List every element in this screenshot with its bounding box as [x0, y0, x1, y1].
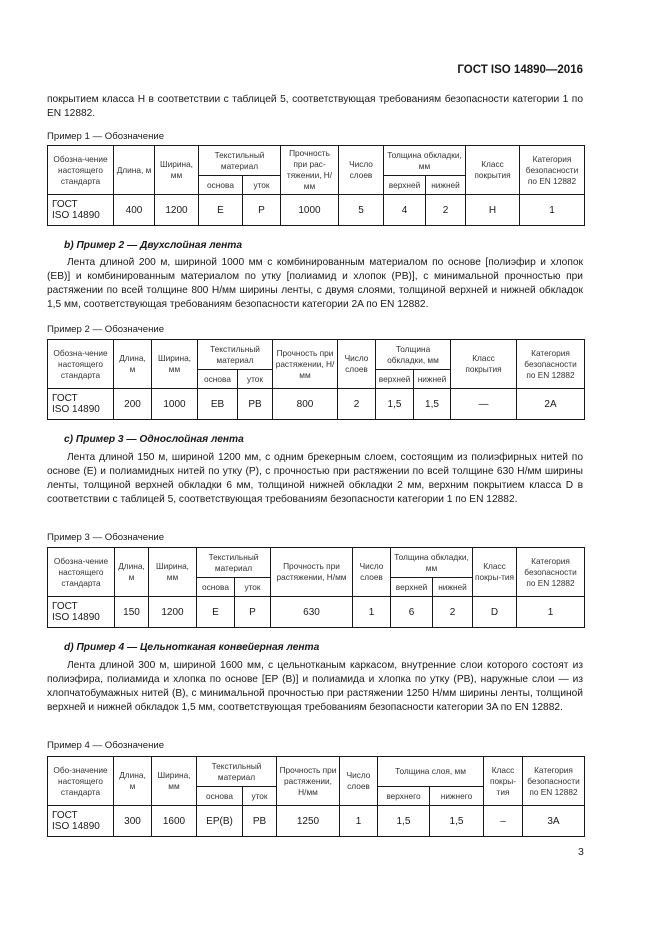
- cell-warp: EB: [198, 389, 238, 420]
- header-width: Ширина, мм: [155, 146, 199, 195]
- example-3-subhead: c) Пример 3 — Однослойная лента: [64, 434, 244, 445]
- cell-width: 1000: [152, 389, 198, 420]
- header-width: Ширина, мм: [152, 757, 197, 806]
- header-safety: Категория безопасности по EN 12882: [523, 757, 585, 806]
- header-bottom: нижней: [433, 578, 473, 597]
- cell-cover-class: D: [473, 597, 517, 628]
- header-thickness: Толщина слоя, мм: [378, 757, 484, 787]
- example-3-label: Пример 3 — Обозначение: [47, 532, 165, 543]
- cell-safety: 1: [520, 195, 585, 226]
- table-row: [48, 195, 585, 226]
- header-length: Длина, м: [114, 146, 155, 195]
- document-id: ГОСТ ISO 14890—2016: [457, 64, 583, 76]
- header-plies: Число слоев: [340, 757, 378, 806]
- header-weft: уток: [243, 787, 277, 806]
- cell-cover-class: –: [484, 806, 523, 837]
- header-strength: Прочность при рас-тяжении, Н/мм: [281, 146, 339, 195]
- cell-strength: 1250: [277, 806, 340, 837]
- header-strength: Прочность при растяжении, Н/мм: [271, 548, 353, 597]
- header-safety: Категория безопасности по EN 12882: [520, 146, 585, 195]
- cell-weft: P: [243, 195, 281, 226]
- header-length: Длина, м: [115, 548, 149, 597]
- cell-weft: PB: [243, 806, 277, 837]
- header-width: Ширина, мм: [152, 340, 198, 389]
- cell-top: 4: [384, 195, 426, 226]
- example-3-paragraph: Лента длиной 150 м, шириной 1200 мм, с одним брекерным слоем, состоящим из полиэфирных нитей по основе (E) и полиамидных нитей по утку (P), с прочностью при растяжении по всей толщине 630 Н/мм ширины ленты, толщиной верхней обкладки 6 мм, толщиной нижней обкладки 2 мм, верхним покрытием класса D в соответствии с таблицей 5, соответствующая требованиям безопасности категории 1 по EN 12882.: [47, 452, 583, 506]
- header-thickness: Толщина обкладки, мм: [384, 146, 466, 176]
- cell-bottom: 1,5: [414, 389, 451, 420]
- cell-warp: E: [199, 195, 243, 226]
- cell-safety: 3A: [523, 806, 585, 837]
- header-plies: Число слоев: [338, 340, 376, 389]
- intro-paragraph: покрытием класса H в соответствии с таблицей 5, соответствующая требованиям безопасности категории 1 по EN 12882.: [47, 94, 583, 120]
- cell-bottom: 2: [426, 195, 466, 226]
- cell-warp: E: [197, 597, 235, 628]
- example-4-label: Пример 4 — Обозначение: [47, 740, 165, 751]
- header-top: верхней: [391, 578, 433, 597]
- table-row: [48, 389, 585, 420]
- header-strength: Прочность при растяжении, Н/мм: [277, 757, 340, 806]
- header-textile: Текстильный материал: [197, 548, 271, 578]
- cell-strength: 800: [273, 389, 338, 420]
- example-1-table: [47, 145, 585, 226]
- header-textile: Текстильный материал: [199, 146, 281, 176]
- cell-strength: 630: [271, 597, 353, 628]
- cell-cover-class: H: [466, 195, 520, 226]
- header-cover-class: Класс покрытия: [451, 340, 517, 389]
- example-3-table: [47, 547, 585, 628]
- header-weft: уток: [238, 370, 273, 389]
- cell-designation: ГОСТ ISO 14890: [48, 389, 114, 420]
- cell-length: 150: [115, 597, 149, 628]
- header-width: Ширина, мм: [149, 548, 197, 597]
- example-4-table: [47, 756, 585, 837]
- cell-designation: ГОСТ ISO 14890: [48, 806, 114, 837]
- header-length: Длина, м: [114, 757, 152, 806]
- cell-plies: 2: [338, 389, 376, 420]
- cell-length: 300: [114, 806, 152, 837]
- header-cover-class: Класс покры-тия: [484, 757, 523, 806]
- example-2-table: [47, 339, 585, 420]
- example-2-label: Пример 2 — Обозначение: [47, 324, 165, 335]
- header-length: Длина, м: [114, 340, 152, 389]
- cell-bottom: 2: [433, 597, 473, 628]
- table-row: [48, 597, 585, 628]
- example-4-subhead: d) Пример 4 — Цельнотканая конвейерная лента: [64, 642, 320, 653]
- header-warp: основа: [197, 578, 235, 597]
- cell-length: 400: [114, 195, 155, 226]
- cell-width: 1200: [149, 597, 197, 628]
- cell-length: 200: [114, 389, 152, 420]
- header-thickness: Толщина обкладки, мм: [376, 340, 451, 370]
- header-textile: Текстильный материал: [198, 340, 273, 370]
- cell-width: 1600: [152, 806, 197, 837]
- table-row: [48, 806, 585, 837]
- cell-designation: ГОСТ ISO 14890: [48, 597, 115, 628]
- header-warp: основа: [197, 787, 243, 806]
- header-bottom: нижней: [426, 176, 466, 195]
- header-warp: основа: [199, 176, 243, 195]
- header-top: верхней: [376, 370, 414, 389]
- page-number: 3: [578, 846, 584, 858]
- header-safety: Категория безопасности по EN 12882: [517, 548, 585, 597]
- header-designation: Обозна-чение настоящего стандарта: [48, 548, 115, 597]
- cell-cover-class: —: [451, 389, 517, 420]
- header-cover-class: Класс покры-тия: [473, 548, 517, 597]
- header-safety: Категория безопасности по EN 12882: [517, 340, 585, 389]
- cell-plies: 1: [340, 806, 378, 837]
- header-textile: Текстильный материал: [197, 757, 277, 787]
- cell-weft: P: [235, 597, 271, 628]
- example-4-paragraph: Лента длиной 300 м, шириной 1600 мм, с цельнотканым каркасом, внутренние слои которого состоят из полиэфира, полиамида и хлопка по основе [EP (B)] и полиамида и хлопка по утку (PB), наружные слои — из хлопчатобумажных нитей (B), с минимальной прочностью при растяжении 1250 Н/мм ширины ленты, толщиной верхней и нижней обкладок 1,5 мм, соответствующая требованиям безопасности категории 3A по EN 12882.: [47, 660, 583, 714]
- cell-top: 1,5: [378, 806, 430, 837]
- header-designation: Обозна-чение настоящего стандарта: [48, 340, 114, 389]
- header-thickness: Толщина обкладки, мм: [391, 548, 473, 578]
- cell-top: 1,5: [376, 389, 414, 420]
- cell-weft: PB: [238, 389, 273, 420]
- header-bottom: нижнего: [430, 787, 484, 806]
- example-2-subhead: b) Пример 2 — Двухслойная лента: [64, 240, 243, 251]
- header-designation: Обозна-чение настоящего стандарта: [48, 146, 114, 195]
- header-top: верхнего: [378, 787, 430, 806]
- header-weft: уток: [243, 176, 281, 195]
- header-strength: Прочность при растяжении, Н/мм: [273, 340, 338, 389]
- header-bottom: нижней: [414, 370, 451, 389]
- header-cover-class: Класс покрытия: [466, 146, 520, 195]
- header-warp: основа: [198, 370, 238, 389]
- header-weft: уток: [235, 578, 271, 597]
- cell-plies: 5: [339, 195, 384, 226]
- header-plies: Число слоев: [339, 146, 384, 195]
- cell-plies: 1: [353, 597, 391, 628]
- header-plies: Число слоев: [353, 548, 391, 597]
- header-designation: Обо-значение настоящего стандарта: [48, 757, 114, 806]
- example-1-label: Пример 1 — Обозначение: [47, 131, 165, 142]
- example-2-paragraph: Лента длиной 200 м, шириной 1000 мм с комбинированным материалом по основе [полиэфир и хлопок (EB)] и комбинированным материалом по утку [полиамид и хлопок (PB)], с минимальной прочностью при растяжении по всей толщине 800 Н/мм ширины ленты, с двумя слоями, толщиной верхней и нижней обкладок 1,5 мм, соответствующая требованиям безопасности категории 2A по EN 12882.: [47, 257, 583, 311]
- cell-warp: EP(B): [197, 806, 243, 837]
- cell-bottom: 1,5: [430, 806, 484, 837]
- cell-safety: 2A: [517, 389, 585, 420]
- cell-designation: ГОСТ ISO 14890: [48, 195, 114, 226]
- cell-strength: 1000: [281, 195, 339, 226]
- cell-width: 1200: [155, 195, 199, 226]
- cell-top: 6: [391, 597, 433, 628]
- header-top: верхней: [384, 176, 426, 195]
- cell-safety: 1: [517, 597, 585, 628]
